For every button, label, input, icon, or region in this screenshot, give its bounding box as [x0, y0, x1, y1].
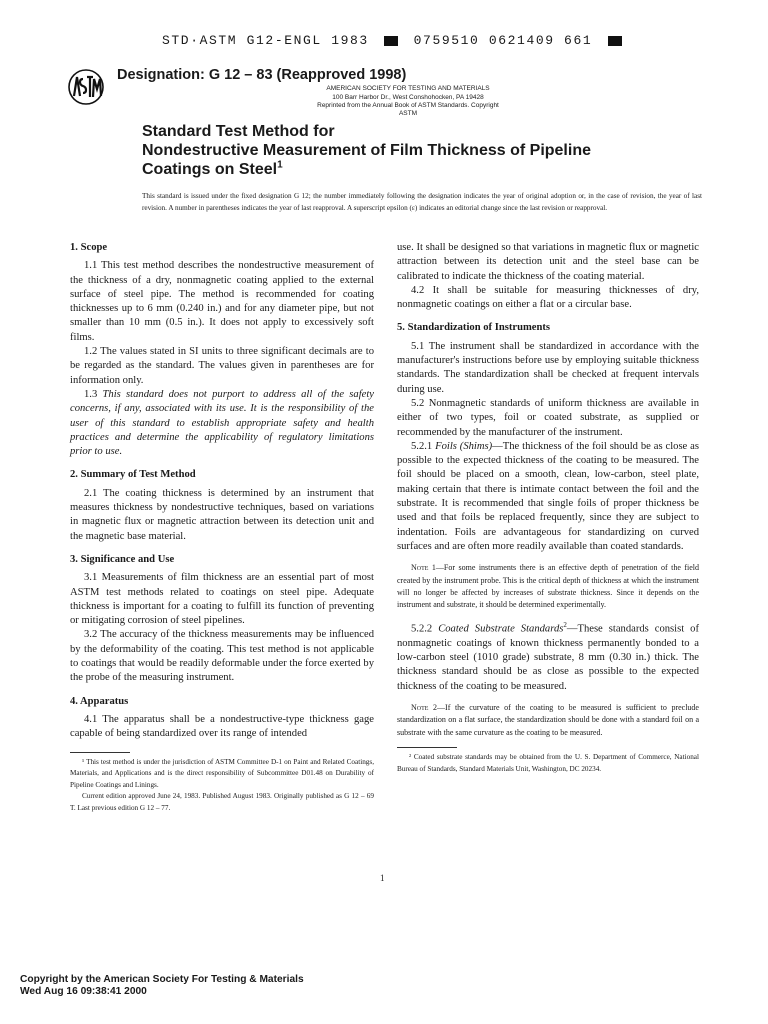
title-line-1: Standard Test Method for — [142, 123, 335, 140]
note-2 — [397, 702, 699, 739]
standard-issuance-note: This standard is issued under the fixed designation G 12; the number immediately following the designation indicates the year of original adoption or, in the case of revision, the year of last revision. A number in parentheses indicates the year of last reapproval. A superscript epsilon (ε) indicates an editorial change since the last revision or reapproval. — [142, 192, 702, 212]
footnote-divider — [397, 747, 457, 748]
page-number: 1 — [380, 873, 385, 883]
designation-heading: Designation: G 12 – 83 (Reapproved 1998) — [117, 67, 407, 83]
paragraph-5-2: 5.2 Nonmagnetic standards of uniform thickness are available in either of two types, foil or coated substrate, as supplied or recommended by the manufacturer of the instrument. — [397, 397, 699, 438]
document-id-stamp — [162, 33, 628, 48]
copyright-notice — [20, 974, 304, 998]
title-line-2: Nondestructive Measurement of Film Thickness of Pipeline — [142, 142, 591, 159]
paragraph-number: 5.2.1 — [411, 440, 433, 452]
document-title — [142, 122, 662, 179]
astm-logo — [66, 67, 106, 107]
section-heading-scope: 1. Scope — [70, 242, 108, 253]
publisher-line-1: AMERICAN SOCIETY FOR TESTING AND MATERIALS — [326, 85, 490, 92]
paragraph-number: 5.2.2 — [411, 623, 433, 635]
paragraph-number: 1.3 — [84, 388, 98, 400]
paragraph-2-1: 2.1 The coating thickness is determined by an instrument that measures thickness by nondestructive techniques, based on variations in magnetic flux or magnetic attraction between its detection unit and the magnetic base material. — [70, 487, 374, 542]
footnote-2-text: ² Coated substrate standards may be obtained from the U. S. Department of Commerce, National Bureau of Standards, Standard Materials Unit, Washington, DC 20234. — [397, 753, 699, 773]
paragraph-4-1-continued: use. It shall be designed so that variations in magnetic flux or magnetic attraction between its detection unit and the steel base can be calibrated to indicate the thickness of the coating material. — [397, 242, 699, 282]
publisher-line-3: Reprinted from the Annual Book of ASTM Standards. Copyright ASTM — [317, 102, 499, 118]
stamp-left-text: STD·ASTM G12-ENGL 1983 — [162, 33, 369, 48]
note-label: Note 1 — [411, 563, 436, 573]
title-footnote-mark: 1 — [277, 159, 283, 171]
note-text: —If the curvature of the coating to be measured is sufficient to preclude standardization on a flat surface, the standardization should be done with a standard foil on a substrate with the same curvature as the coating to be measured. — [397, 702, 699, 737]
paragraph-3-1: 3.1 Measurements of film thickness are an essential part of most ASTM test methods related to coatings on steel pipe. Adequate thickness is important for a coating to fulfill its function of preventing or mitigating corrosion of steel pipelines. — [70, 572, 374, 627]
footnote-mark: 2 — [563, 620, 567, 629]
publisher-line-2: 100 Barr Harbor Dr., West Conshohocken, PA 19428 — [332, 94, 484, 101]
paragraph-5-2-2 — [397, 618, 699, 694]
note-1 — [397, 562, 699, 612]
paragraph-5-1: 5.1 The instrument shall be standardized in accordance with the manufacturer's instructions before use by employing suitable thickness standards. The standardization shall be checked at frequent intervals during use. — [397, 340, 699, 395]
footnote-divider — [70, 752, 130, 753]
paragraph-text: —These standards consist of nonmagnetic coatings of known thickness permanently bonded to a low-carbon steel (1010 grade) substrate, 8 mm (0.30 in.) thick. The thickness standard should be as close as possible to the expected thickness of the coating to be measured. — [397, 623, 699, 692]
paragraph-4-2: 4.2 It shall be suitable for measuring thicknesses of dry, nonmagnetic coatings on either a flat or a circular base. — [397, 284, 699, 311]
subsection-title: Foils (Shims) — [435, 440, 493, 452]
subsection-title: Coated Substrate Standards — [438, 623, 564, 635]
right-column — [397, 241, 699, 775]
copyright-line-1: Copyright by the American Society For Testing & Materials — [20, 974, 304, 985]
stamp-black-block-end — [608, 36, 622, 46]
stamp-black-block — [384, 36, 398, 46]
paragraph-3-2: 3.2 The accuracy of the thickness measurements may be influenced by the deformability of the coating. This test method is not applicable to coatings that would be readily deformable under the force exerted by the probe of the measuring instrument. — [70, 629, 374, 684]
paragraph-1-3 — [70, 388, 374, 459]
section-heading-standardization: 5. Standardization of Instruments — [397, 322, 551, 334]
paragraph-1-2: 1.2 The values stated in SI units to three significant decimals are to be regarded as the standard. The values given in parentheses are for information only. — [70, 346, 374, 386]
paragraph-5-2-1 — [397, 440, 699, 554]
note-text: —For some instruments there is an effective depth of penetration of the field created by the instrument probe. This is the critical depth of thickness at which the instrument will no longer be affected by increases of substrate thickness. Since it depends on the instrument and substrate, it should be determined experimentally. — [397, 563, 699, 610]
note-label: Note 2 — [411, 702, 438, 712]
section-heading-apparatus: 4. Apparatus — [70, 695, 129, 707]
footnote-2 — [397, 752, 699, 775]
paragraph-text: —The thickness of the foil should be as close as possible to the expected thickness of the coating to be measured. The foil should be placed on a smooth, clean, low-carbon, steel plate, making certain that there is intimate contact between the foil and the substrate. It is recommended that single foils of proper thickness be used and that foils be replaced frequently, since they are subject to indentation. Foils are advantageous for standardizing on curved surfaces and are often more readily available than coated standards. — [397, 440, 699, 552]
footnote-1 — [70, 757, 374, 815]
stamp-right-text: 0759510 0621409 661 — [413, 33, 593, 48]
safety-caveat-text: This standard does not purport to address all of the safety concerns, if any, associated with its use. It is the responsibility of the user of this standard to establish appropriate safety and health practices and determine the applicability of regulatory limitations prior to use. — [70, 388, 375, 458]
title-line-3: Coatings on Steel — [142, 161, 278, 178]
left-column — [70, 241, 374, 814]
copyright-timestamp: Wed Aug 16 09:38:41 2000 — [20, 986, 147, 997]
paragraph-4-1: 4.1 The apparatus shall be a nondestructive-type thickness gage capable of being standardized over its range of intended — [70, 713, 374, 740]
paragraph-1-1: 1.1 This test method describes the nondestructive measurement of the thickness of a dry, nonmagnetic coating applied to the external surface of steel pipe. The method is recommended for coating thicknesses up to 6 mm (0.240 in.) and for any diameter pipe, but not smaller than 10 mm (0.5 in.). It does not apply to excessively soft films. — [70, 260, 374, 343]
section-heading-summary: 2. Summary of Test Method — [70, 469, 196, 481]
section-heading-significance: 3. Significance and Use — [70, 553, 175, 565]
footnote-1-text: ¹ This test method is under the jurisdiction of ASTM Committee D-1 on Paint and Related Coatings, Materials, and Applications and is the direct responsibility of Subcommittee D01.48 on Durability of Pipeline Coatings and Linings. — [70, 757, 374, 789]
footnote-1-edition: Current edition approved June 24, 1983. Published August 1983. Originally published as G 12 – 69 T. Last previous edition G 12 – 77. — [70, 792, 374, 812]
